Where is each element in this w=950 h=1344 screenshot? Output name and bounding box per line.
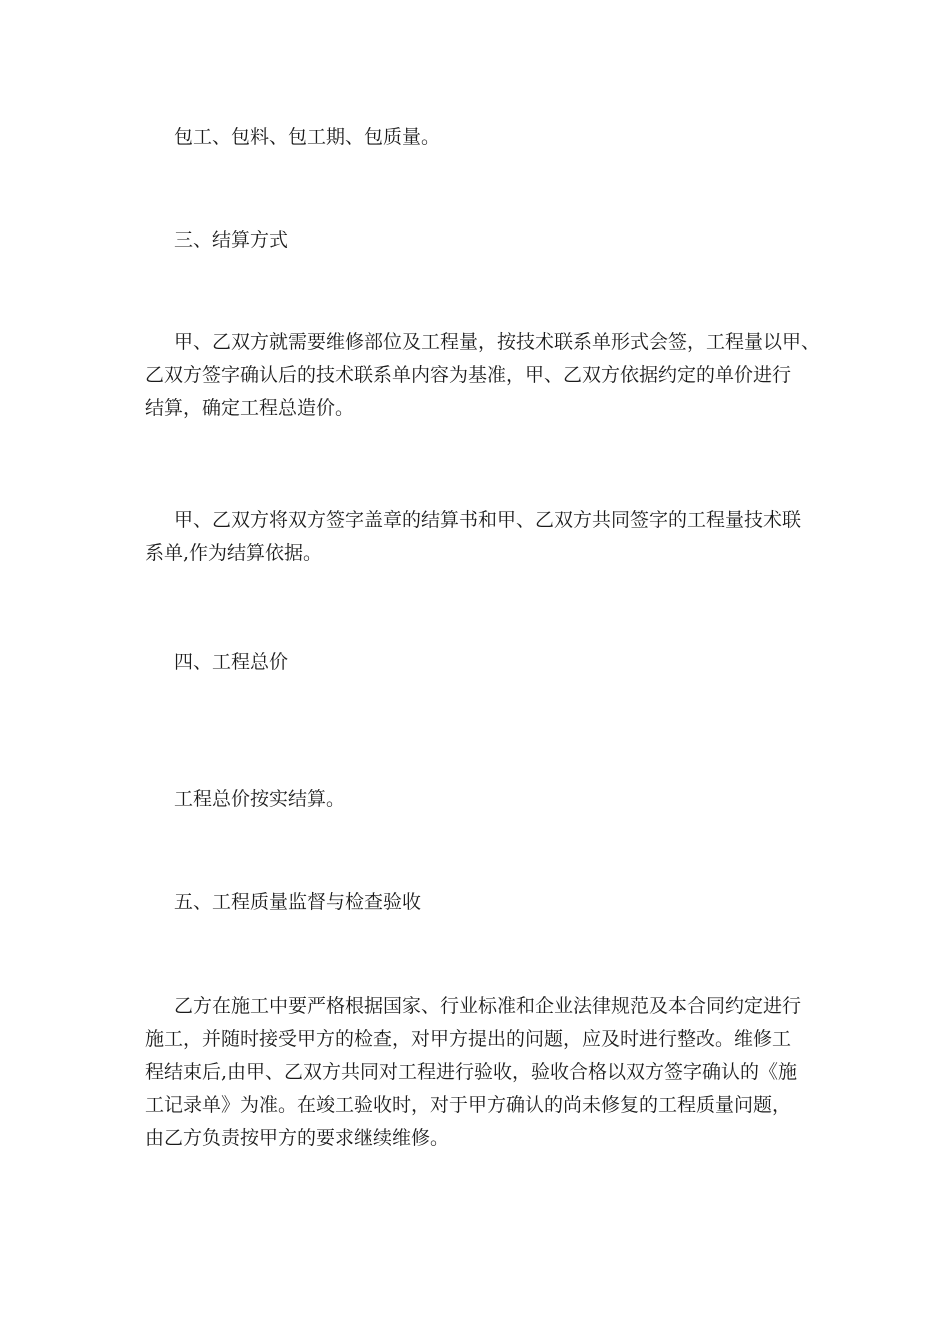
heading-text: 三、结算方式 — [174, 229, 289, 251]
section-heading-quality-inspection — [145, 886, 805, 919]
paragraph-total-price — [145, 783, 805, 816]
paragraph-line: 结算，确定工程总造价。 — [145, 397, 355, 419]
paragraph-settlement-basis — [145, 504, 805, 570]
paragraph-line: 施工，并随时接受甲方的检查，对甲方提出的问题，应及时进行整改。维修工 — [145, 1028, 792, 1050]
paragraph-line: 系单,作为结算依据。 — [145, 542, 323, 564]
paragraph-line: 工记录单》为准。在竣工验收时，对于甲方确认的尚未修复的工程质量问题， — [145, 1094, 792, 1116]
paragraph-line: 乙方在施工中要严格根据国家、行业标准和企业法律规范及本合同约定进行 — [174, 995, 802, 1017]
paragraph-settlement-terms — [145, 326, 821, 425]
section-heading-total-price — [145, 646, 805, 679]
paragraph-line: 由乙方负责按甲方的要求继续维修。 — [145, 1127, 450, 1149]
paragraph-line: 乙双方签字确认后的技术联系单内容为基准，甲、乙双方依据约定的单价进行 — [145, 364, 792, 386]
heading-text: 四、工程总价 — [174, 651, 289, 673]
paragraph-line: 甲、乙双方就需要维修部位及工程量，按技术联系单形式会签，工程量以甲、 — [174, 331, 821, 353]
heading-text: 五、工程质量监督与检查验收 — [174, 891, 422, 913]
paragraph-quality-inspection — [145, 990, 805, 1155]
paragraph-line: 程结束后,由甲、乙双方共同对工程进行验收，验收合格以双方签字确认的《施 — [145, 1061, 798, 1083]
paragraph-line: 工程总价按实结算。 — [174, 788, 346, 810]
paragraph-line: 包工、包料、包工期、包质量。 — [174, 126, 441, 148]
paragraph-scope — [145, 121, 805, 154]
paragraph-line: 甲、乙双方将双方签字盖章的结算书和甲、乙双方共同签字的工程量技术联 — [174, 509, 802, 531]
section-heading-settlement — [145, 224, 805, 257]
